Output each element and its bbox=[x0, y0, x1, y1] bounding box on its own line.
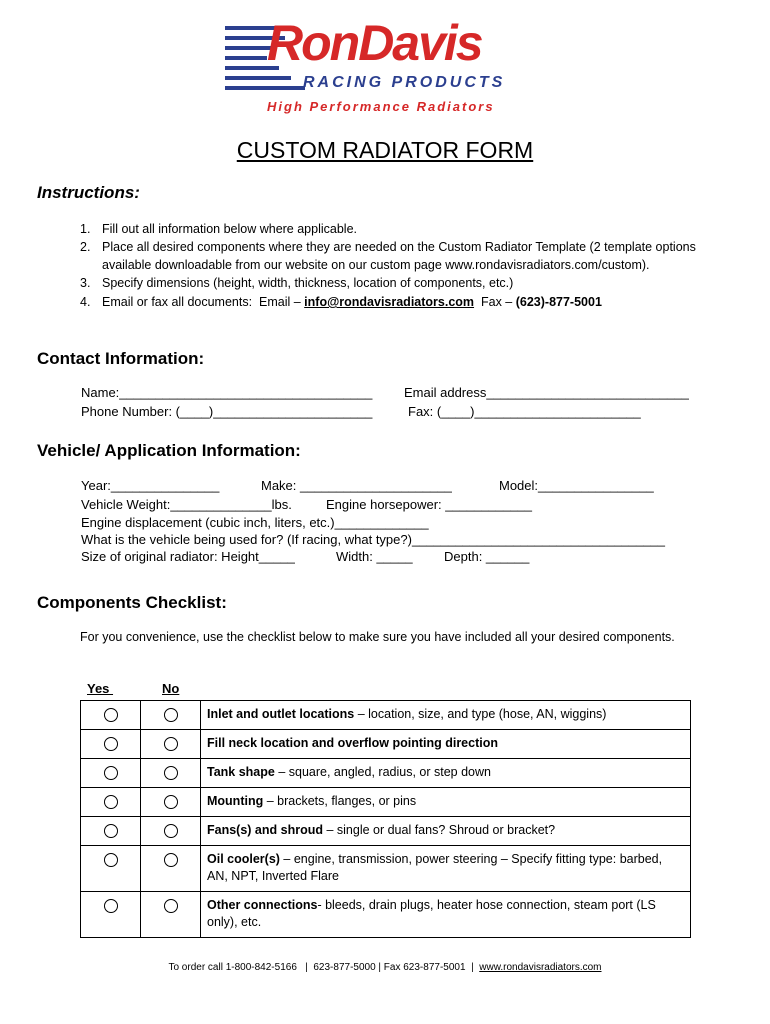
yes-radio[interactable] bbox=[104, 899, 118, 913]
vehicle-heading: Vehicle/ Application Information: bbox=[37, 441, 301, 460]
no-radio[interactable] bbox=[164, 824, 178, 838]
year-field[interactable]: Year:_______________ bbox=[81, 478, 220, 493]
company-logo bbox=[225, 15, 555, 118]
usage-field[interactable]: What is the vehicle being used for? (If racing, what type?)___________________________________ bbox=[81, 532, 665, 547]
instruction-item: 1. Fill out all information below where applicable. bbox=[80, 222, 357, 236]
checklist-description bbox=[201, 701, 691, 730]
component-name: Fans(s) and shroud bbox=[207, 823, 323, 837]
component-name: Other connections bbox=[207, 898, 318, 912]
checklist-description bbox=[201, 846, 691, 892]
checklist-description bbox=[201, 817, 691, 846]
component-detail: – single or dual fans? Shroud or bracket? bbox=[322, 823, 556, 837]
component-detail: - bleeds, drain plugs, heater hose connection, steam port (LS only), etc. bbox=[207, 898, 656, 929]
checklist-row bbox=[81, 846, 691, 892]
checklist-description bbox=[201, 892, 691, 938]
yes-radio[interactable] bbox=[104, 795, 118, 809]
checklist-row bbox=[81, 759, 691, 788]
phone-field[interactable]: Phone Number: (____)______________________ bbox=[81, 404, 373, 419]
logo-tagline: High Performance Radiators bbox=[267, 99, 495, 114]
checklist-row bbox=[81, 817, 691, 846]
checklist-row bbox=[81, 730, 691, 759]
logo-subtitle: RACING PRODUCTS bbox=[303, 74, 506, 91]
email-link[interactable]: info@rondavisradiators.com bbox=[304, 295, 475, 309]
component-name: Oil cooler(s) bbox=[207, 852, 280, 866]
footer bbox=[0, 962, 770, 973]
email-address-field[interactable]: Email address____________________________ bbox=[404, 385, 689, 400]
yes-radio[interactable] bbox=[104, 737, 118, 751]
no-column-header: No bbox=[162, 681, 180, 696]
no-radio[interactable] bbox=[164, 795, 178, 809]
instructions-list bbox=[80, 220, 730, 311]
no-radio[interactable] bbox=[164, 853, 178, 867]
components-heading: Components Checklist: bbox=[37, 593, 227, 612]
checklist-row bbox=[81, 788, 691, 817]
component-name: Fill neck location and overflow pointing direction bbox=[207, 736, 498, 750]
website-link[interactable]: www.rondavisradiators.com bbox=[479, 962, 602, 973]
form-title: CUSTOM RADIATOR FORM bbox=[236, 137, 534, 163]
component-detail: – brackets, flanges, or pins bbox=[263, 794, 417, 808]
displacement-field[interactable]: Engine displacement (cubic inch, liters, etc.)_____________ bbox=[81, 515, 429, 530]
horsepower-field[interactable]: Engine horsepower: ____________ bbox=[326, 497, 533, 512]
instruction-item: 3. Specify dimensions (height, width, thickness, location of components, etc.) bbox=[80, 276, 514, 290]
radiator-width-field[interactable]: Width: _____ bbox=[336, 549, 413, 564]
radiator-depth-field[interactable]: Depth: ______ bbox=[444, 549, 530, 564]
instruction-item: 4. Email or fax all documents: Email – info@rondavisradiators.com Fax – (623)-877-5001 bbox=[80, 295, 602, 309]
checklist-description bbox=[201, 759, 691, 788]
yes-column-header: Yes bbox=[87, 681, 114, 696]
no-radio[interactable] bbox=[164, 766, 178, 780]
yes-radio[interactable] bbox=[104, 853, 118, 867]
fax-field[interactable]: Fax: (____)_______________________ bbox=[408, 404, 641, 419]
checklist-row bbox=[81, 892, 691, 938]
yes-radio[interactable] bbox=[104, 824, 118, 838]
contact-heading: Contact Information: bbox=[37, 349, 205, 368]
no-radio[interactable] bbox=[164, 899, 178, 913]
components-checklist bbox=[80, 700, 691, 938]
logo-wordmark: RonDavis bbox=[267, 15, 482, 71]
no-radio[interactable] bbox=[164, 737, 178, 751]
instruction-item: 2. Place all desired components where they are needed on the Custom Radiator Template (2 template options available downloadable from our website on our custom page www.rondavisradiators.com/custom). bbox=[80, 240, 696, 272]
component-name: Tank shape bbox=[207, 765, 275, 779]
fax-number: (623)-877-5001 bbox=[515, 295, 602, 309]
component-detail: – engine, transmission, power steering – Specify fitting type: barbed, AN, NPT, Inverted Flare bbox=[207, 852, 663, 883]
radiator-height-field[interactable]: Size of original radiator: Height_____ bbox=[81, 549, 295, 564]
yes-radio[interactable] bbox=[104, 766, 118, 780]
checklist-row bbox=[81, 701, 691, 730]
instructions-heading: Instructions: bbox=[37, 183, 140, 202]
name-field[interactable]: Name:___________________________________ bbox=[81, 385, 373, 400]
component-detail: – square, angled, radius, or step down bbox=[274, 765, 491, 779]
component-detail: – location, size, and type (hose, AN, wiggins) bbox=[354, 707, 607, 721]
model-field[interactable]: Model:________________ bbox=[499, 478, 654, 493]
weight-field[interactable]: Vehicle Weight:______________lbs. bbox=[81, 497, 292, 512]
footer-contact: To order call 1-800-842-5166 | 623-877-5000 | Fax 623-877-5001 | bbox=[168, 962, 480, 973]
checklist-description bbox=[201, 730, 691, 759]
checklist-intro: For you convenience, use the checklist below to make sure you have included all your desired components. bbox=[80, 630, 675, 644]
checklist-description bbox=[201, 788, 691, 817]
yes-radio[interactable] bbox=[104, 708, 118, 722]
component-name: Inlet and outlet locations bbox=[207, 707, 355, 721]
component-name: Mounting bbox=[207, 794, 264, 808]
make-field[interactable]: Make: _____________________ bbox=[261, 478, 452, 493]
no-radio[interactable] bbox=[164, 708, 178, 722]
